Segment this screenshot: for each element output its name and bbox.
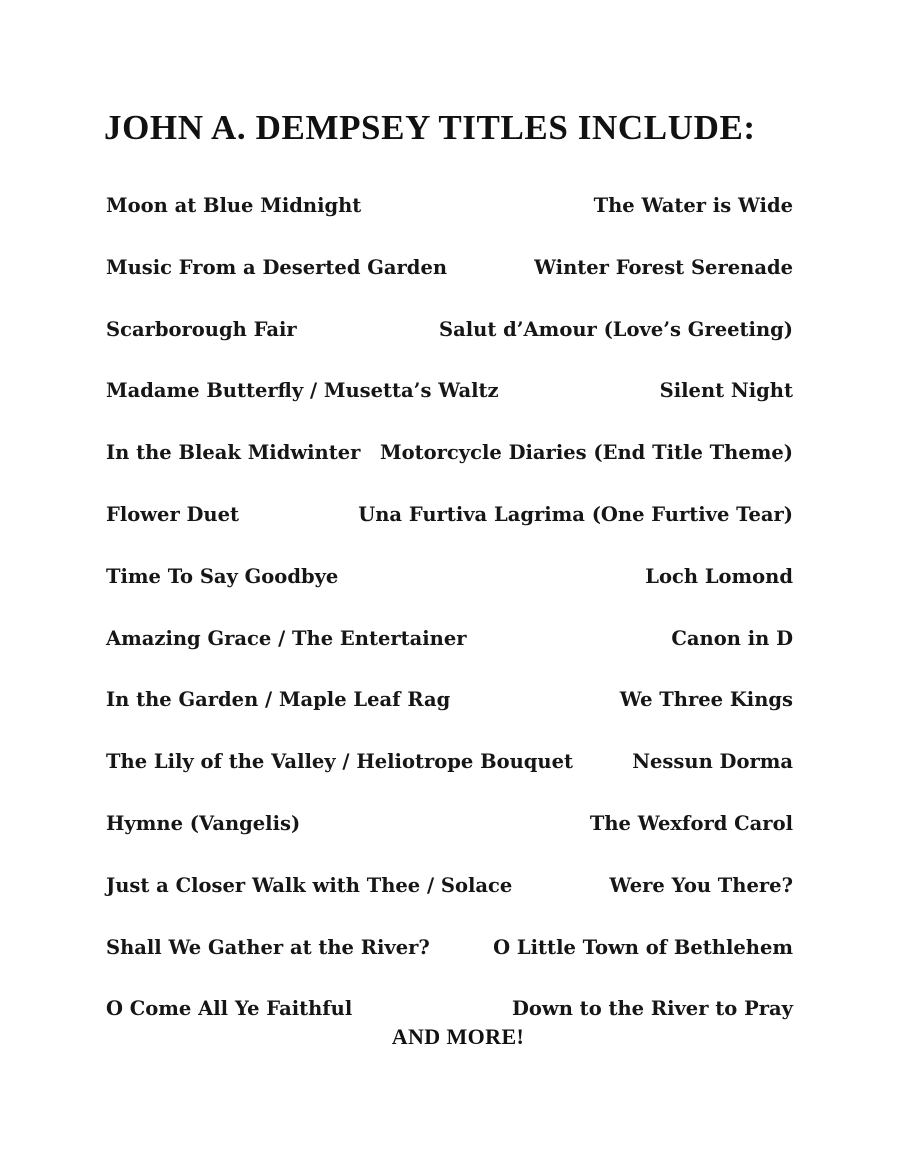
title-right: Canon in D <box>671 626 793 650</box>
title-left: In the Bleak Midwinter <box>106 441 361 465</box>
title-left: Music From a Deserted Garden <box>106 255 448 279</box>
title-row <box>106 252 793 314</box>
title-left: In the Garden / Maple Leaf Rag <box>106 688 451 712</box>
title-right: The Water is Wide <box>593 194 793 217</box>
title-left: Scarborough Fair <box>106 317 297 341</box>
title-left: O Come All Ye Faithful <box>106 997 353 1021</box>
title-row <box>106 746 793 808</box>
title-right: Nessun Dorma <box>632 750 793 774</box>
title-row <box>106 870 793 932</box>
title-row <box>106 808 793 870</box>
title-right: The Wexford Carol <box>589 811 793 835</box>
title-left: Time To Say Goodbye <box>106 564 339 588</box>
title-left: Moon at Blue Midnight <box>106 194 362 217</box>
and-more-label: AND MORE! <box>391 1024 525 1049</box>
title-row <box>106 314 793 376</box>
title-right: Loch Lomond <box>645 564 793 588</box>
title-row <box>106 684 793 746</box>
title-right: We Three Kings <box>619 688 793 712</box>
title-row <box>106 561 793 623</box>
title-left: Hymne (Vangelis) <box>106 811 301 835</box>
title-right: Silent Night <box>659 379 793 403</box>
title-row <box>106 932 793 994</box>
title-row <box>106 499 793 561</box>
title-row <box>106 437 793 499</box>
title-right: Down to the River to Pray <box>512 997 793 1021</box>
title-left: Just a Closer Walk with Thee / Solace <box>106 873 513 897</box>
title-left: Amazing Grace / The Entertainer <box>106 626 467 650</box>
title-right: Una Furtiva Lagrima (One Furtive Tear) <box>358 502 793 526</box>
title-right: Were You There? <box>609 873 793 897</box>
title-row <box>106 623 793 685</box>
title-left: The Lily of the Valley / Heliotrope Bouquet <box>106 750 573 774</box>
title-left: Madame Butterfly / Musetta’s Waltz <box>106 379 499 403</box>
title-row <box>106 190 793 252</box>
title-left: Shall We Gather at the River? <box>106 935 430 959</box>
title-right: O Little Town of Bethlehem <box>493 935 793 959</box>
title-right: Winter Forest Serenade <box>534 255 793 279</box>
title-right: Salut d’Amour (Love’s Greeting) <box>439 317 793 341</box>
title-right: Motorcycle Diaries (End Title Theme) <box>380 441 793 465</box>
page-title: JOHN A. DEMPSEY TITLES INCLUDE: <box>104 108 756 147</box>
title-left: Flower Duet <box>106 502 240 526</box>
titles-list <box>106 190 793 1055</box>
title-row <box>106 375 793 437</box>
